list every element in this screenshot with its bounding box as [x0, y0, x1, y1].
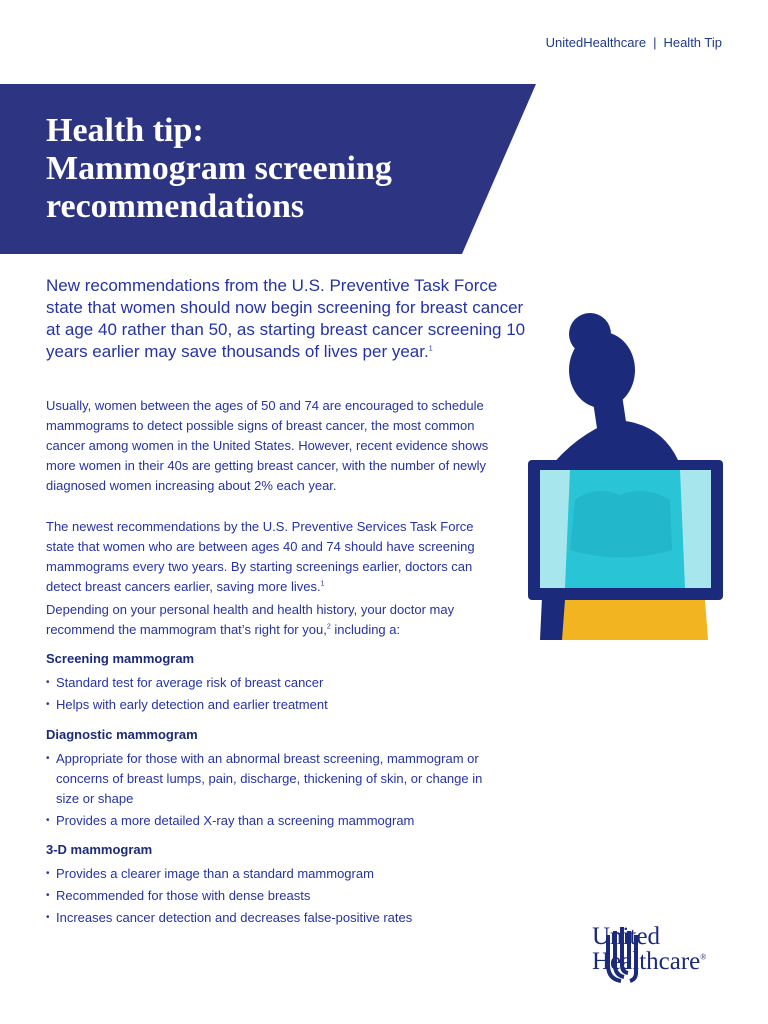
logo-line-1: United — [592, 923, 661, 950]
list-item: • Helps with early detection and earlier treatment — [46, 695, 486, 715]
screening-mammogram-heading: Screening mammogram — [46, 651, 195, 666]
list-item: • Appropriate for those with an abnormal breast screening, mammogram or concerns of breast lumps, pain, discharge, thickening of skin, or change in size or shape — [46, 749, 486, 809]
logo-registered-mark: ® — [700, 952, 707, 962]
mammogram-illustration — [520, 310, 740, 640]
intro-paragraph — [46, 275, 536, 363]
screening-mammogram-list — [46, 673, 486, 717]
logo-line-2 — [592, 949, 706, 974]
body-paragraph-2 — [46, 517, 496, 597]
title-banner — [0, 84, 536, 254]
page-title-line-1: Health tip: — [46, 112, 204, 149]
body-paragraph-3-footnote-ref: 2 — [326, 623, 331, 631]
intro-text: New recommendations from the U.S. Preventive Task Force state that women should now begin screening for breast cancer at age 40 rather than 50, as starting breast cancer screening 10 years earlier may save thousands of lives per year. — [46, 276, 526, 361]
body-paragraph-1: Usually, women between the ages of 50 and 74 are encouraged to schedule mammograms to detect possible signs of breast cancer, the most common cancer among women in the United States. However, recent evidence shows more women in their 40s are getting breast cancer, with the number of newly diagnosed women increasing about 2% each year. — [46, 398, 489, 493]
list-item: • Standard test for average risk of breast cancer — [46, 673, 486, 693]
page-title-line-3: recommendations — [46, 188, 305, 225]
logo-line-2-text: Healthcare — [592, 948, 701, 975]
diagnostic-mammogram-list — [46, 749, 486, 833]
body-paragraph-2-footnote-ref: 1 — [320, 580, 325, 588]
list-item: • Provides a more detailed X-ray than a screening mammogram — [46, 811, 486, 831]
body-paragraph-3 — [46, 600, 496, 640]
3d-mammogram-list — [46, 864, 486, 930]
logo-wordmark — [592, 924, 706, 974]
header-brand: UnitedHealthcare — [545, 35, 647, 50]
intro-footnote-ref: 1 — [428, 345, 433, 353]
list-item: • Provides a clearer image than a standard mammogram — [46, 864, 486, 884]
3d-mammogram-heading: 3-D mammogram — [46, 842, 153, 857]
header-section: Health Tip — [663, 35, 722, 50]
header-separator: | — [653, 35, 657, 50]
diagnostic-mammogram-heading: Diagnostic mammogram — [46, 727, 198, 742]
body-paragraph-2-text: The newest recommendations by the U.S. Preventive Services Task Force state that women who are between ages 40 and 74 should have screening mammograms every two years. By starting screenings earlier, doctors can detect breast cancers earlier, saving more lives. — [46, 519, 475, 594]
body-paragraph-3-text-b: including a: — [330, 622, 401, 637]
list-item: • Recommended for those with dense breasts — [46, 886, 486, 906]
body-paragraph-3-text-a: Depending on your personal health and health history, your doctor may recommend the mammogram that’s right for you, — [46, 602, 455, 637]
page-title-line-2: Mammogram screening — [46, 150, 392, 187]
top-header — [546, 35, 722, 50]
list-item: • Increases cancer detection and decreases false-positive rates — [46, 908, 486, 928]
page-title — [46, 112, 392, 226]
